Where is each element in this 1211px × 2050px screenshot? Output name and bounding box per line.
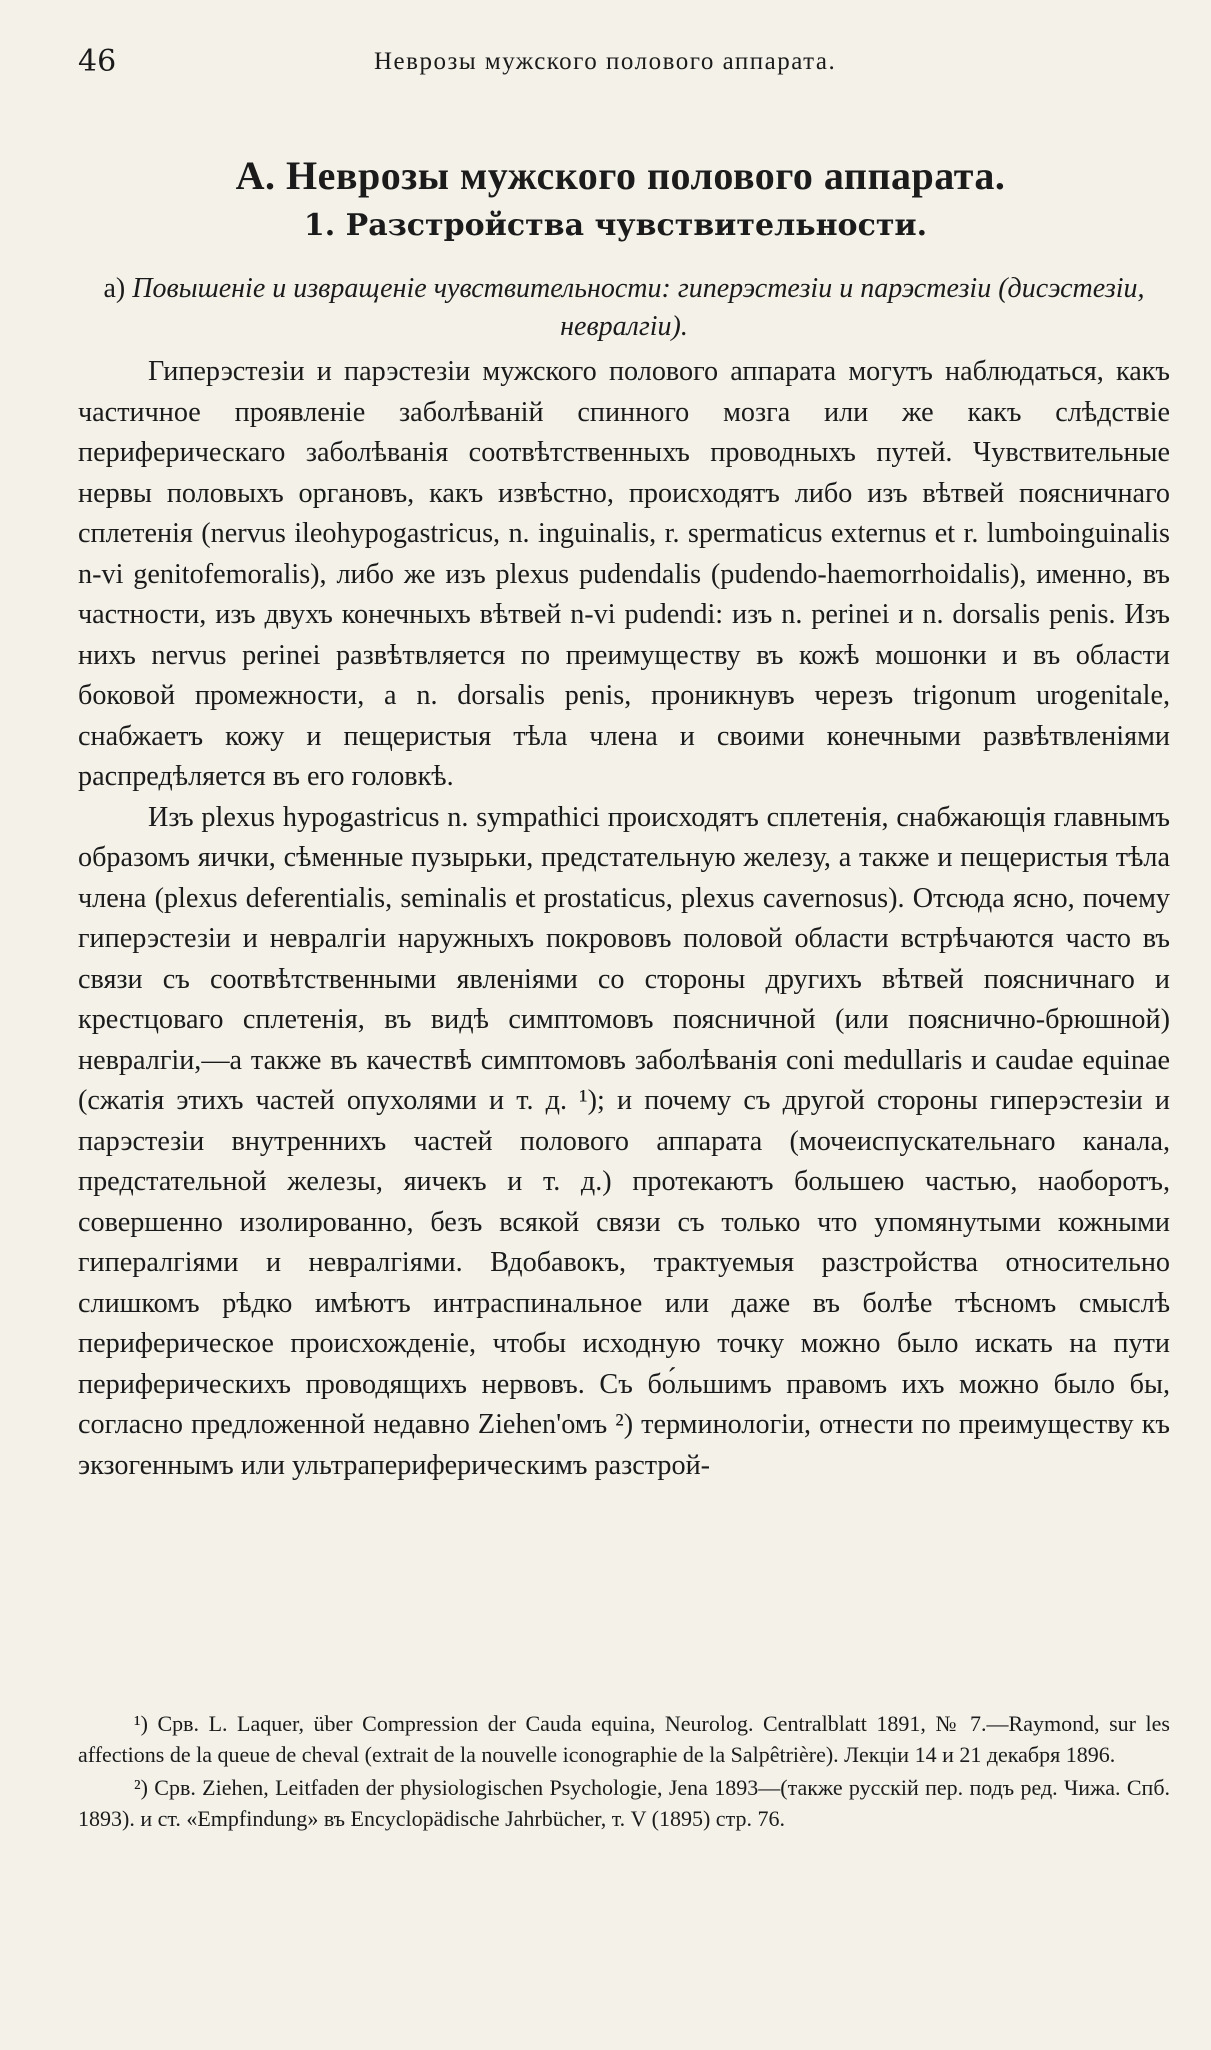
page-number: 46 — [78, 44, 117, 79]
running-title: Неврозы мужского полового аппарата. — [374, 48, 837, 75]
chapter-title: А. Неврозы мужского полового аппарата. — [235, 153, 1006, 198]
body-text — [78, 352, 1170, 1486]
section-title: 1. Разстройства чувствительности. — [303, 208, 928, 243]
footnote-mark: ²) — [134, 1775, 148, 1800]
subsection-title — [78, 270, 1170, 346]
footnote — [78, 1772, 1170, 1834]
paragraph: Изъ plexus hypogastricus n. sympathici происходятъ сплетенія, снабжающія главнымъ образомъ яички, сѣменные пузырьки, предстательную железу, а также и пещеристыя тѣла члена (plexus deferentialis, seminalis et prostaticus, plexus cavernosus). Отсюда ясно, почему гиперэстезіи и невралгіи наружныхъ покрововъ половой области встрѣчаются часто въ связи съ соотвѣтственными явленіями со стороны другихъ вѣтвей поясничнаго и крестцоваго сплетенія, въ видѣ симптомовъ поясничной (или пояснично-брюшной) невралгіи,—а также въ качествѣ симптомовъ заболѣванія coni medullaris и caudae equinae (сжатія этихъ частей опухолями и т. д. ¹); и почему съ другой стороны гиперэстезіи и парэстезіи внутреннихъ частей полового аппарата (мочеиспускательнаго канала, предстательной железы, яичекъ и т. д.) протекаютъ большею частью, наоборотъ, совершенно изолированно, безъ всякой связи съ только что упомянутыми кожными гипералгіями и невралгіями. Вдобавокъ, трактуемыя разстройства относительно слишкомъ рѣдко имѣютъ интраспинальное или даже въ болѣе тѣсномъ смыслѣ периферическое происхожденіе, чтобы исходную точку можно было искать на пути периферическихъ проводящихъ нервовъ. Съ бо́льшимъ правомъ ихъ можно было бы, согласно предложенной недавно Ziehen'омъ ²) терминологіи, отнести по преимуществу къ экзогеннымъ или ультрапериферическимъ разстрой- — [78, 801, 1170, 1481]
paragraph: Гиперэстезіи и парэстезіи мужского полового аппарата могутъ наблюдаться, какъ частичное проявленіе заболѣваній спинного мозга или же какъ слѣдствіе периферическаго заболѣванія соотвѣтственныхъ проводныхъ путей. Чувствительные нервы половыхъ органовъ, какъ извѣстно, происходятъ либо изъ вѣтвей поясничнаго сплетенія (nervus ileohypogastricus, n. inguinalis, r. spermaticus externus et r. lumboinguinalis n-vi genitofemoralis), либо же изъ plexus pudendalis (pudendo-haemorrhoidalis), именно, въ частности, изъ двухъ конечныхъ вѣтвей n-vi pudendi: изъ n. perinei и n. dorsalis penis. Изъ нихъ nervus perinei развѣтвляется по преимуществу въ кожѣ мошонки и въ области боковой промежности, а n. dorsalis penis, проникнувъ черезъ trigonum urogenitale, снабжаетъ кожу и пещеристыя тѣла члена и своими конечными развѣтвленіями распредѣляется въ его головкѣ. — [78, 356, 1170, 792]
footnote — [78, 1708, 1170, 1770]
subsection-letter: а) — [103, 273, 126, 304]
footnote-text: Срв. Ziehen, Leitfaden der physiologischen Psychologie, Jena 1893—(также русскій пер. подъ ред. Чижа. Спб. 1893). и ст. «Empfindung» въ Encyclopädische Jahrbücher, т. V (1895) стр. 76. — [78, 1775, 1171, 1831]
running-head — [78, 44, 1168, 84]
footnotes — [78, 1708, 1170, 1836]
footnote-text: Срв. L. Laquer, über Compression der Cauda equina, Neurolog. Centralblatt 1891, № 7.—Raymond, sur les affections de la queue de cheval (extrait de la nouvelle iconographie de la Salpêtrière). Лекціи 14 и 21 декабря 1896. — [78, 1711, 1170, 1767]
subsection-heading: Повышеніе и извращеніе чувствительности: гиперэстезіи и парэстезіи (дисэстезіи, невралгіи). — [132, 273, 1145, 342]
footnote-mark: ¹) — [134, 1711, 148, 1736]
